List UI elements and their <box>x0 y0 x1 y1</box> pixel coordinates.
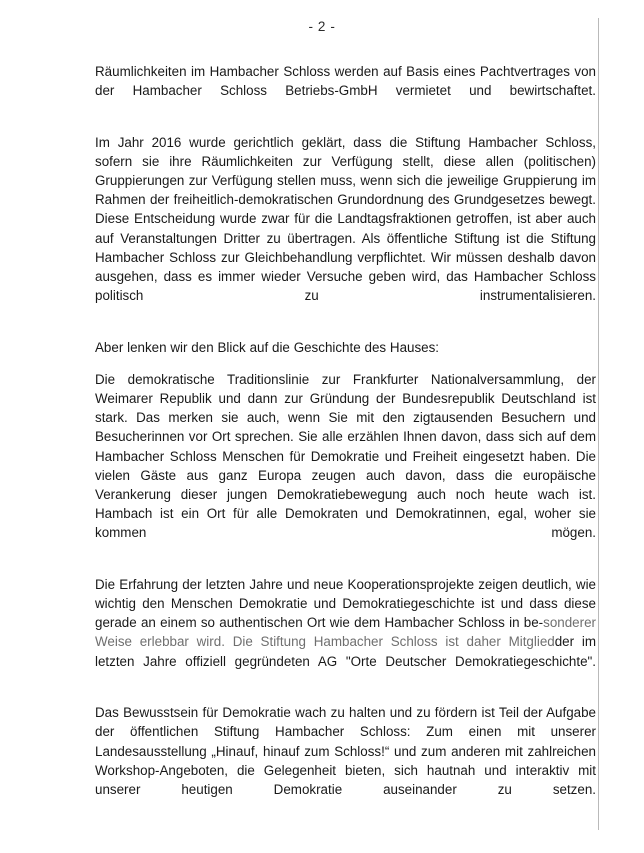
paragraph-court-ruling-2016: Im Jahr 2016 wurde gerichtlich geklärt, dass die Stiftung Hambacher Schloss, sofern sie ihre Räumlichkeiten zur Verfügung stellt, diese allen (politischen) Gruppierungen zur Verfügung stellen muss, wenn sich die jeweilige Gruppierung im Rahmen der freiheitlich-demokratischen Grundordnung des Grundgesetzes bewegt. Diese Entscheidung wurde zwar für die Landtagsfraktionen getroffen, ist aber auch auf Veranstaltungen Dritter zu übertragen. Als öffentliche Stiftung ist die Stiftung Hambacher Schloss zur Gleichbehandlung verpflichtet. Wir müssen deshalb davon ausgehen, dass es immer wieder Versuche geben wird, das Hambacher Schloss politisch zu instrumentalisieren. <box>95 134 596 304</box>
paragraph-cooperation-faded-line: sonderer Weise erlebbar wird. Die Stiftung Hambacher Schloss ist daher Mitglied <box>95 615 596 650</box>
paragraph-cooperation-text-part2: der im letzten Jahre offiziell gegründeten AG "Orte Deutscher Demokratiegeschichte". <box>95 634 596 669</box>
paragraph-lease-agreement: Räumlichkeiten im Hambacher Schloss werden auf Basis eines Pachtvertrages von der Hambacher Schloss Betriebs-GmbH vermietet und bewirtschaftet. <box>95 64 596 99</box>
paragraph-cooperation-text-part1: Die Erfahrung der letzten Jahre und neue Kooperationsprojekte zeigen deutlich, wie wichtig den Menschen Demokratie und Demokratiegeschichte ist und dass diese gerade an einem so authentischen Ort wie dem Hambacher Schloss in be- <box>95 576 596 631</box>
page-number: - 2 - <box>308 19 336 34</box>
paragraph-democratic-tradition: Die demokratische Traditionslinie zur Frankfurter Nationalversammlung, der Weimarer Republik und dann zur Gründung der Bundesrepublik Deutschland ist stark. Das merken sie auch, wenn Sie mit den zigtausenden Besuchern und Besucherinnen vor Ort sprechen. Sie alle erzählen Ihnen davon, dass sich auf dem Hambacher Schloss Menschen für Demokratie und Freiheit eingesetzt haben. Die vielen Gäste aus ganz Europa zeugen auch davon, dass die europäische Verankerung dieser jungen Demokratiebewegung auch noch heute wach ist. Hambach ist ein Ort für alle Demokraten und Demokratinnen, egal, woher sie kommen mögen. <box>95 371 596 541</box>
scan-edge-line <box>598 18 599 830</box>
paragraph-democracy-awareness: Das Bewusstsein für Demokratie wach zu halten und zu fördern ist Teil der Aufgabe der öffentlichen Stiftung Hambacher Schloss: Zum einen mit unserer Landesausstellung „Hinauf, hinauf zum Schloss!“ und zum anderen mit zahlreichen Workshop-Angeboten, die Gelegenheit bieten, sich hautnah und interaktiv mit unserer heutigen Demokratie auseinander zu setzen. <box>95 705 596 797</box>
document-body <box>95 62 596 818</box>
paragraph-history-intro: Aber lenken wir den Blick auf die Geschichte des Hauses: <box>95 339 440 355</box>
paragraph-cooperation-projects <box>95 575 596 690</box>
